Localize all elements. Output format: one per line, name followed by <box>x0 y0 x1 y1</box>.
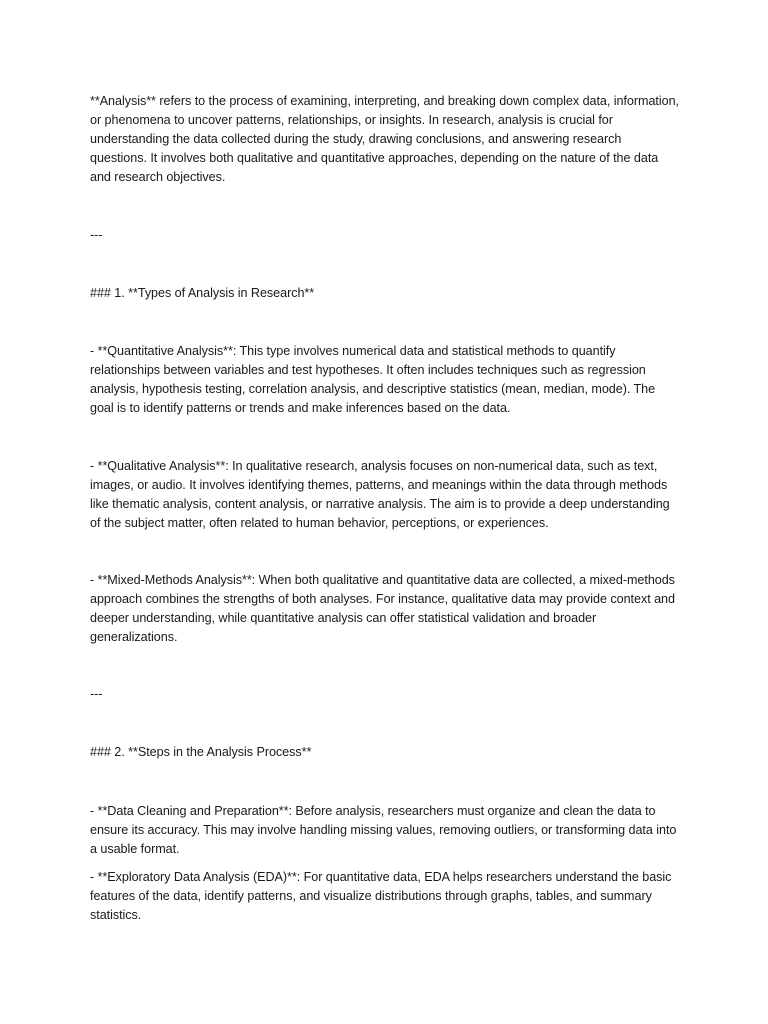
mixed-methods-paragraph: - **Mixed-Methods Analysis**: When both qualitative and quantitative data are collected, a mixed-methods approach combines the strengths of both analyses. For instance, qualitative data may provide context and deeper understanding, while quantitative analysis can offer statistical validation and broader generalizations. <box>90 573 675 644</box>
intro-paragraph: **Analysis** refers to the process of examining, interpreting, and breaking down complex data, information, or phenomena to uncover patterns, relationships, or insights. In research, analysis is crucial for understanding the data collected during the study, drawing conclusions, and answering research questions. It involves both qualitative and quantitative approaches, depending on the nature of the data and research objectives. <box>90 94 679 184</box>
horizontal-rule-1: --- <box>90 228 103 242</box>
section-heading-types: ### 1. **Types of Analysis in Research** <box>90 286 315 300</box>
section-heading-steps: ### 2. **Steps in the Analysis Process** <box>90 745 312 759</box>
qualitative-analysis-paragraph: - **Qualitative Analysis**: In qualitative research, analysis focuses on non-numerical data, such as text, images, or audio. It involves identifying themes, patterns, and meanings within the data through methods like thematic analysis, content analysis, or narrative analysis. The aim is to provide a deep understanding of the subject matter, often related to human behavior, perceptions, or experiences. <box>90 459 670 530</box>
data-cleaning-paragraph: - **Data Cleaning and Preparation**: Before analysis, researchers must organize and clean the data to ensure its accuracy. This may involve handling missing values, removing outliers, or transforming data into a usable format. <box>90 804 677 856</box>
horizontal-rule-2: --- <box>90 687 103 701</box>
eda-paragraph: - **Exploratory Data Analysis (EDA)**: For quantitative data, EDA helps researchers understand the basic features of the data, identify patterns, and visualize distributions through graphs, tables, and summary statistics. <box>90 870 672 922</box>
quantitative-analysis-paragraph: - **Quantitative Analysis**: This type involves numerical data and statistical methods to quantify relationships between variables and test hypotheses. It often includes techniques such as regression analysis, hypothesis testing, correlation analysis, and descriptive statistics (mean, median, mode). The goal is to identify patterns or trends and make inferences based on the data. <box>90 344 656 415</box>
